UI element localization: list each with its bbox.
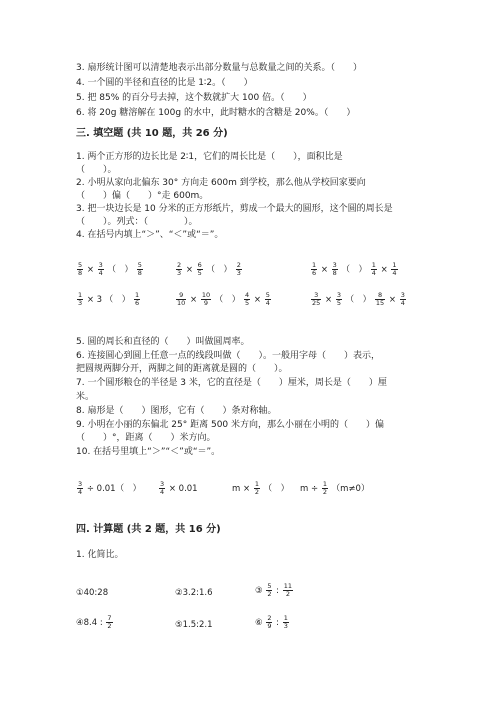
expr-4: m ÷ $\frac{1}{2}$ （m≠0） bbox=[300, 480, 370, 496]
fill-q5: 5. 圆的周长和直径的（ ）叫做圆周率。 bbox=[76, 337, 250, 347]
compare-3: $\frac{1}{6}$ × $\frac{3}{8}$ （ ） $\frac{1}{4}$ × $\frac{1}{4}$ bbox=[312, 261, 397, 277]
fill-q7a: 7. 一个圆形粮仓的半径是 3 米，它的直径是（ ）厘米，周长是（ ）厘 bbox=[76, 378, 387, 388]
expr-2: $\frac{3}{4}$ × 0.01 bbox=[160, 480, 198, 496]
fill-q9b: （ ）°，距离（ ）米方向。 bbox=[76, 433, 216, 443]
fill-q6a: 6. 连接圆心到圆上任意一点的线段叫做（ ）。一般用字母（ ）表示， bbox=[76, 351, 380, 361]
judge-q5: 5. 把 85% 的百分号去掉，这个数就扩大 100 倍。（ ） bbox=[76, 93, 312, 103]
ratio-5: ⑤1.5:2.1 bbox=[175, 620, 213, 630]
fill-q1a: 1. 两个正方形的边长比是 2∶1，它们的周长比是（ ），面积比是 bbox=[76, 152, 343, 162]
fill-q3a: 3. 把一块边长是 10 分米的正方形纸片，剪成一个最大的圆形，这个圆的周长是 bbox=[76, 204, 393, 214]
judge-q4: 4. 一个圆的半径和直径的比是 1∶2。（ ） bbox=[76, 78, 253, 88]
ratio-6: ⑥ $\frac{2}{9}$ : $\frac{1}{3}$ bbox=[255, 614, 288, 630]
ratio-3: ③ $\frac{5}{2}$ : $\frac{11}{2}$ bbox=[255, 582, 293, 598]
calc-q1: 1. 化简比。 bbox=[76, 550, 124, 560]
ratio-1: ①40:28 bbox=[76, 588, 109, 598]
compare-5: $\frac{9}{10}$ × $\frac{10}{9}$ （ ） $\frac{4}{5}$ × $\frac{5}{4}$ bbox=[177, 291, 270, 307]
section3-title: 三. 填空题 (共 10 题，共 26 分) bbox=[76, 128, 228, 139]
fill-q8: 8. 扇形是（ ）图形，它有（ ）条对称轴。 bbox=[76, 406, 277, 416]
ratio-4: ④8.4 : $\frac{7}{2}$ bbox=[76, 614, 112, 630]
fill-q4: 4. 在括号内填上“＞”、“＜”或“＝”。 bbox=[76, 230, 224, 240]
fill-q10: 10. 在括号里填上“＞”“＜”或“＝”。 bbox=[76, 447, 221, 457]
judge-q3: 3. 扇形统计图可以清楚地表示出部分数量与总数量之间的关系。（ ） bbox=[76, 63, 362, 73]
compare-1: $\frac{5}{8}$ × $\frac{3}{4}$ （ ） $\frac{5}{8}$ bbox=[78, 261, 142, 277]
fill-q2a: 2. 小明从家向北偏东 30° 方向走 600m 到学校，那么他从学校回家要向 bbox=[76, 178, 366, 188]
fill-q7b: 米。 bbox=[76, 392, 95, 402]
compare-4: $\frac{1}{3}$ × 3 （ ） $\frac{1}{6}$ bbox=[78, 291, 140, 307]
expr-3: m × $\frac{1}{2}$ （ ） bbox=[232, 480, 290, 496]
compare-2: $\frac{2}{3}$ × $\frac{6}{5}$ （ ） $\frac{2}{3}$ bbox=[177, 261, 241, 277]
fill-q2b: （ ）偏（ ）°走 600m。 bbox=[76, 191, 209, 201]
section4-title: 四. 计算题 (共 2 题，共 16 分) bbox=[76, 524, 221, 535]
compare-6: $\frac{3}{25}$ × $\frac{3}{5}$ （ ） $\frac{8}{15}$ × $\frac{3}{4}$ bbox=[312, 291, 405, 307]
fill-q9a: 9. 小明在小丽的东偏北 25° 距离 500 米方向，那么小丽在小明的（ ）偏 bbox=[76, 420, 385, 430]
ratio-2: ②3.2:1.6 bbox=[175, 588, 213, 598]
expr-1: $\frac{3}{4}$ ÷ 0.01（ ） bbox=[78, 480, 142, 496]
fill-q1b: （ ）。 bbox=[76, 165, 117, 175]
fill-q3b: （ ）。列式：（ ）。 bbox=[76, 217, 198, 227]
fill-q6b: 把圆规两脚分开，两脚之间的距离就是圆的（ ）。 bbox=[76, 364, 288, 374]
judge-q6: 6. 将 20g 糖溶解在 100g 的水中，此时糖水的含糖是 20%。（ ） bbox=[76, 108, 356, 118]
